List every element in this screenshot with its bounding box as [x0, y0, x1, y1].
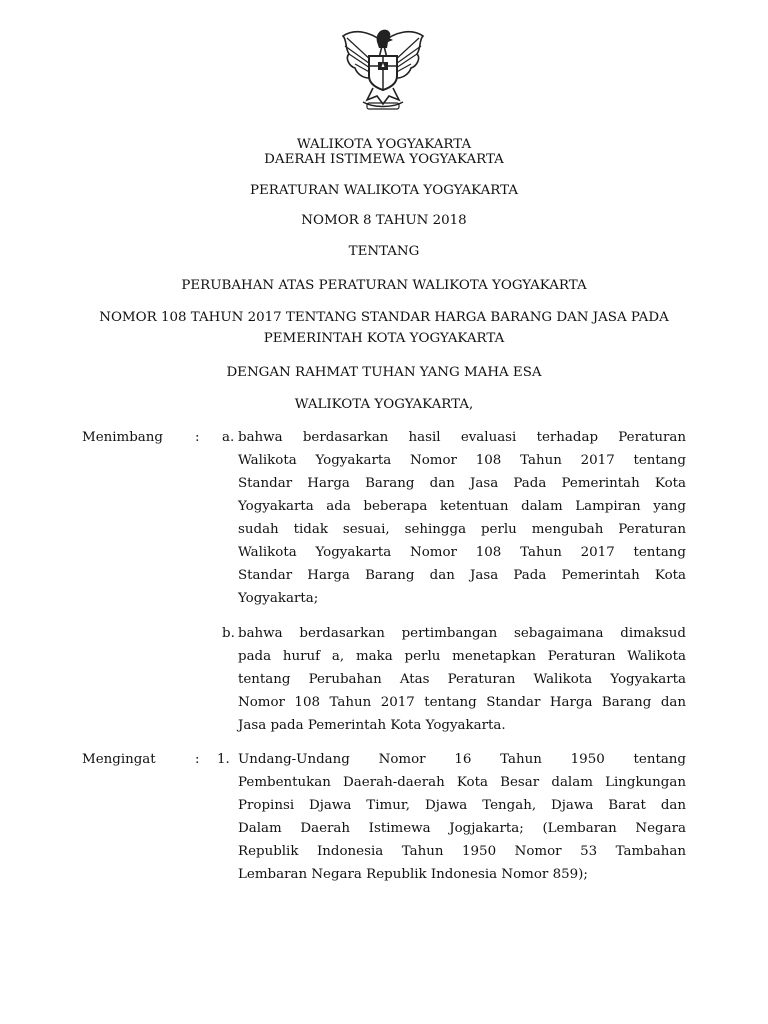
mengingat-item-1-line: Dalam Daerah Istimewa Jogjakarta; (Lembaran Negara	[238, 821, 686, 836]
subject-line-2: NOMOR 108 TAHUN 2017 TENTANG STANDAR HARGA BARANG DAN JASA PADA	[99, 310, 669, 325]
issuer-title-line-1: WALIKOTA YOGYAKARTA	[296, 137, 472, 152]
menimbang-item-a-marker: a.	[222, 430, 235, 445]
mengingat-item-1-line: Undang-Undang Nomor 16 Tahun 1950 tentang	[238, 752, 686, 767]
issuer-line: WALIKOTA YOGYAKARTA,	[294, 397, 474, 412]
subject-line-3: PEMERINTAH KOTA YOGYAKARTA	[263, 331, 505, 346]
regulation-title: PERATURAN WALIKOTA YOGYAKARTA	[249, 183, 519, 198]
menimbang-colon: :	[195, 430, 200, 445]
menimbang-item-b-line: Nomor 108 Tahun 2017 tentang Standar Harga Barang dan	[238, 695, 686, 710]
mengingat-label: Mengingat	[82, 752, 156, 767]
menimbang-label: Menimbang	[82, 430, 163, 445]
regulation-number: NOMOR 8 TAHUN 2018	[301, 213, 467, 228]
menimbang-item-a-line: Yogyakarta ada beberapa ketentuan dalam Lampiran yang	[238, 499, 686, 514]
menimbang-item-a-line: Walikota Yogyakarta Nomor 108 Tahun 2017 tentang	[238, 453, 686, 468]
menimbang-item-b-marker: b.	[222, 626, 235, 641]
menimbang-item-a-line: Standar Harga Barang dan Jasa Pada Pemerintah Kota	[238, 476, 686, 491]
menimbang-item-b-line: tentang Perubahan Atas Peraturan Walikota Yogyakarta	[238, 672, 686, 687]
garuda-pancasila-emblem	[333, 22, 433, 114]
menimbang-item-a-line: Yogyakarta;	[238, 591, 319, 606]
mengingat-item-1-line: Lembaran Negara Republik Indonesia Nomor 859);	[238, 867, 588, 882]
menimbang-item-a-line: Standar Harga Barang dan Jasa Pada Pemerintah Kota	[238, 568, 686, 583]
menimbang-item-a-line: Walikota Yogyakarta Nomor 108 Tahun 2017 tentang	[238, 545, 686, 560]
issuer-title-line-2: DAERAH ISTIMEWA YOGYAKARTA	[264, 152, 504, 167]
menimbang-item-a-line: sudah tidak sesuai, sehingga perlu mengubah Peraturan	[238, 522, 686, 537]
mengingat-item-1-line: Republik Indonesia Tahun 1950 Nomor 53 Tambahan	[238, 844, 686, 859]
menimbang-item-b-line: pada huruf a, maka perlu menetapkan Peraturan Walikota	[238, 649, 686, 664]
mengingat-item-1-marker: 1.	[217, 752, 230, 767]
subject-line-1: PERUBAHAN ATAS PERATURAN WALIKOTA YOGYAKARTA	[181, 278, 587, 293]
blessing-line: DENGAN RAHMAT TUHAN YANG MAHA ESA	[226, 365, 542, 380]
tentang-heading: TENTANG	[348, 244, 420, 259]
mengingat-item-1-line: Propinsi Djawa Timur, Djawa Tengah, Djawa Barat dan	[238, 798, 686, 813]
mengingat-colon: :	[195, 752, 200, 767]
mengingat-item-1-line: Pembentukan Daerah-daerah Kota Besar dalam Lingkungan	[238, 775, 686, 790]
menimbang-item-b-line: bahwa berdasarkan pertimbangan sebagaimana dimaksud	[238, 626, 686, 641]
menimbang-item-b-line: Jasa pada Pemerintah Kota Yogyakarta.	[238, 718, 506, 733]
menimbang-item-a-line: bahwa berdasarkan hasil evaluasi terhadap Peraturan	[238, 430, 686, 445]
